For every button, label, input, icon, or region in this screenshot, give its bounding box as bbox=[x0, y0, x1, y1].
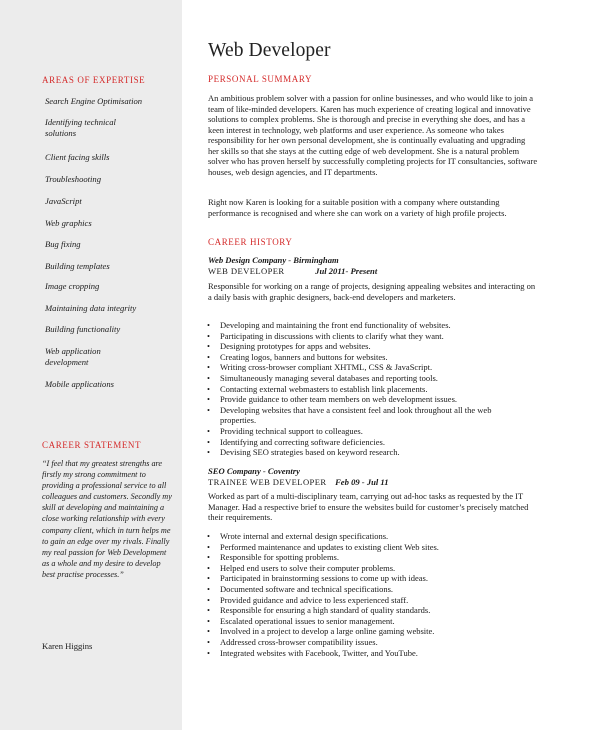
job-description: Responsible for working on a range of projects, designing appealing websites and interacting on a daily basis with graphic designers, back-end developers and marketers. bbox=[208, 281, 536, 302]
list-item: • Escalated operational issues to senior management. bbox=[206, 616, 541, 627]
skill-item: Web graphics bbox=[45, 218, 92, 228]
personal-summary-heading: PERSONAL SUMMARY bbox=[208, 74, 313, 84]
job-role: TRAINEE WEB DEVELOPER bbox=[208, 477, 327, 487]
list-item: • Helped end users to solve their computer problems. bbox=[206, 563, 541, 574]
skill-item: JavaScript bbox=[45, 196, 82, 206]
job-dates: Feb 09 - Jul 11 bbox=[335, 477, 389, 487]
job-company: SEO Company - Coventry bbox=[208, 466, 300, 476]
list-item: • Participating in discussions with clients to clarify what they want. bbox=[206, 331, 541, 342]
list-item: • Simultaneously managing several databases and reporting tools. bbox=[206, 373, 541, 384]
document-title: Web Developer bbox=[208, 40, 331, 61]
job-company: Web Design Company - Birmingham bbox=[208, 255, 339, 265]
skill-item: Maintaining data integrity bbox=[45, 303, 137, 313]
job-role: WEB DEVELOPER bbox=[208, 266, 285, 276]
skill-item: Client facing skills bbox=[45, 152, 110, 162]
career-statement-text: “I feel that my greatest strengths are firstly my strong commitment to providing a professional service to all colleagues and customers. Secondly my skill at developing and maintaining a close working relationship with every company client, which in turn helps me to gain an edge over my rivals. Finally my real passion for Web Development as a whole and my desire to develop best practise processes.” bbox=[42, 459, 172, 579]
job-dates: Jul 2011- Present bbox=[315, 266, 378, 276]
list-item: • Responsible for ensuring a high standard of quality standards. bbox=[206, 605, 541, 616]
job-bullet-list bbox=[206, 320, 541, 458]
skill-item: Building templates bbox=[45, 261, 110, 271]
list-item: • Responsible for spotting problems. bbox=[206, 552, 541, 563]
list-item: • Performed maintenance and updates to existing client Web sites. bbox=[206, 542, 541, 553]
job-role-line bbox=[208, 266, 377, 276]
skill-item: Web application development bbox=[45, 346, 101, 368]
list-item: • Developing websites that have a consistent feel and look throughout all the web properties. bbox=[206, 405, 520, 426]
list-item: • Creating logos, banners and buttons for websites. bbox=[206, 352, 541, 363]
job-role-line bbox=[208, 477, 389, 487]
summary-paragraph: An ambitious problem solver with a passion for online businesses, and who would like to join a team of like-minded developers. Karen has much experience of creating logical and innovative solutions to complex problems. She is thorough and precise in everything she does, and has a keen interest in technology, web platforms and user experience. As someone who takes responsibility for her own personal development, she is continually evaluating and upgrading her skills so that she stays at the cutting edge of web development. She is a natural problem solver who has proven herself by successfully completing projects for IT consultancies, software houses, web design agencies, and IT departments. bbox=[208, 93, 538, 177]
list-item: • Contacting external webmasters to establish link placements. bbox=[206, 384, 541, 395]
list-item: • Addressed cross-browser compatibility issues. bbox=[206, 637, 541, 648]
signer-name: Karen Higgins bbox=[42, 641, 93, 651]
skill-item: Troubleshooting bbox=[45, 174, 102, 184]
career-statement-heading: CAREER STATEMENT bbox=[42, 440, 142, 450]
areas-of-expertise-heading: AREAS OF EXPERTISE bbox=[42, 75, 146, 85]
skill-item: Bug fixing bbox=[45, 239, 81, 249]
career-history-heading: CAREER HISTORY bbox=[208, 237, 293, 247]
skill-item: Image cropping bbox=[45, 281, 100, 291]
skill-item: Building functionality bbox=[45, 324, 121, 334]
list-item: • Involved in a project to develop a large online gaming website. bbox=[206, 626, 541, 637]
job-description: Worked as part of a multi-disciplinary team, carrying out ad-hoc tasks as requested by the IT Manager. Had a respective brief to ensure the websites build for customer’s precisely matched their requirements. bbox=[208, 491, 529, 522]
list-item: • Wrote internal and external design specifications. bbox=[206, 531, 541, 542]
skill-item: Mobile applications bbox=[45, 379, 114, 389]
list-item: • Designing prototypes for apps and websites. bbox=[206, 341, 541, 352]
list-item: • Developing and maintaining the front end functionality of websites. bbox=[206, 320, 541, 331]
job-bullet-list bbox=[206, 531, 541, 658]
list-item: • Providing technical support to colleagues. bbox=[206, 426, 541, 437]
list-item: • Integrated websites with Facebook, Twitter, and YouTube. bbox=[206, 648, 541, 659]
list-item: • Devising SEO strategies based on keyword research. bbox=[206, 447, 541, 458]
list-item: • Identifying and correcting software deficiencies. bbox=[206, 437, 541, 448]
list-item: • Provide guidance to other team members on web development issues. bbox=[206, 394, 541, 405]
list-item: • Participated in brainstorming sessions to come up with ideas. bbox=[206, 573, 541, 584]
list-item: • Writing cross-browser compliant XHTML, CSS & JavaScript. bbox=[206, 362, 541, 373]
skill-item: Identifying technical solutions bbox=[45, 117, 116, 139]
list-item: • Provided guidance and advice to less experienced staff. bbox=[206, 595, 541, 606]
list-item: • Documented software and technical specifications. bbox=[206, 584, 541, 595]
summary-paragraph: Right now Karen is looking for a suitable position with a company where outstanding performance is recognised and where she can work on a variety of high profile projects. bbox=[208, 197, 507, 218]
skill-item: Search Engine Optimisation bbox=[45, 96, 143, 106]
